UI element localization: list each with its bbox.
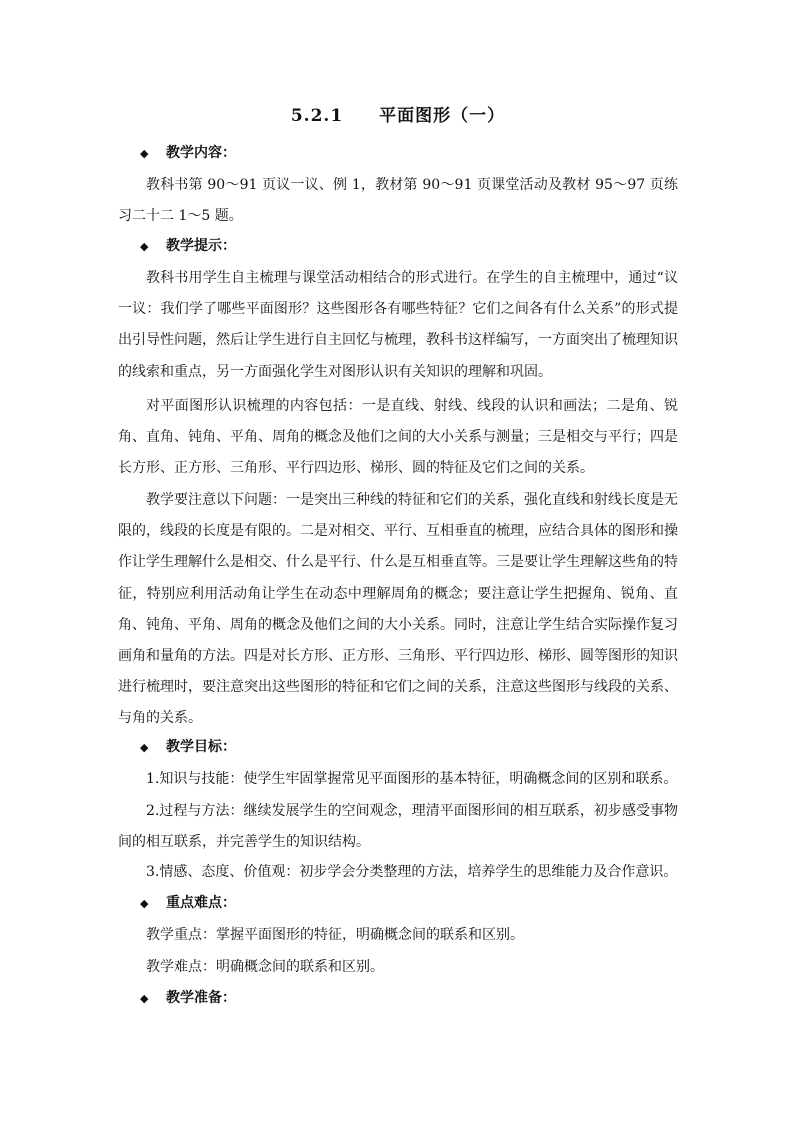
section-heading-hints [140, 236, 236, 257]
heading-label: 教学提示： [166, 238, 236, 254]
diamond-bullet-icon: ◆ [140, 147, 149, 160]
hints-paragraph-3: 教学要注意以下问题：一是突出三种线的特征和它们的关系，强化直线和射线长度是无限的，线段的长度是有限的。二是对相交、平行、互相垂直的梳理，应结合具体的图形和操作让学生理解什么是相交、什么是平行、什么是互相垂直等。三是要让学生理解这些角的特征，特别应利用活动角让学生在动态中理解周角的概念；要注意让学生把握角、锐角、直角、钝角、平角、周角的概念及他们之间的大小关系。同时，注意让学生结合实际操作复习画角和量角的方法。四是对长方形、正方形、三角形、平行四边形、梯形、圆等图形的知识进行梳理时，要注意突出这些图形的特征和它们之间的关系，注意这些图形与线段的关系、与角的关系。 [118, 492, 678, 727]
goal-item-2: 2.过程与方法：继续发展学生的空间观念，理清平面图形间的相互联系，初步感受事物间的相互联系，并完善学生的知识结构。 [118, 803, 678, 851]
diamond-bullet-icon: ◆ [140, 741, 149, 754]
heading-label: 教学准备： [166, 990, 236, 1006]
section-heading-content [140, 143, 236, 164]
goal-item-3: 3.情感、态度、价值观：初步学会分类整理的方法，培养学生的思维能力及合作意识。 [146, 864, 678, 880]
diamond-bullet-icon: ◆ [140, 992, 149, 1005]
section-heading-key [140, 893, 236, 914]
diamond-bullet-icon: ◆ [140, 897, 149, 910]
section-heading-prep [140, 988, 236, 1009]
section-heading-goals [140, 737, 236, 758]
heading-label: 教学目标： [166, 739, 236, 755]
key-difficulty: 教学难点：明确概念间的联系和区别。 [146, 959, 384, 975]
content-paragraph: 教科书第 90～91 页议一议、例 1，教材第 90～91 页课堂活动及教材 95～97 页练习二十二 1～5 题。 [118, 177, 678, 225]
page-title: 5.2.1 平面图形（一） [290, 106, 506, 126]
goal-item-1: 1.知识与技能：使学生牢固掌握常见平面图形的基本特征，明确概念间的区别和联系。 [146, 771, 678, 787]
diamond-bullet-icon: ◆ [140, 240, 149, 253]
heading-label: 重点难点： [166, 895, 236, 911]
hints-paragraph-1: 教科书用学生自主梳理与课堂活动相结合的形式进行。在学生的自主梳理中，通过“议一议：我们学了哪些平面图形？这些图形各有哪些特征？它们之间各有什么关系”的形式提出引导性问题，然后让学生进行自主回忆与梳理，教科书这样编写，一方面突出了梳理知识的线索和重点，另一方面强化学生对图形认识有关知识的理解和巩固。 [118, 270, 678, 380]
key-focus: 教学重点：掌握平面图形的特征，明确概念间的联系和区别。 [146, 927, 524, 943]
heading-label: 教学内容： [166, 145, 236, 161]
hints-paragraph-2: 对平面图形认识梳理的内容包括：一是直线、射线、线段的认识和画法；二是角、锐角、直角、钝角、平角、周角的概念及他们之间的大小关系与测量；三是相交与平行；四是长方形、正方形、三角形、平行四边形、梯形、圆的特征及它们之间的关系。 [118, 398, 678, 477]
